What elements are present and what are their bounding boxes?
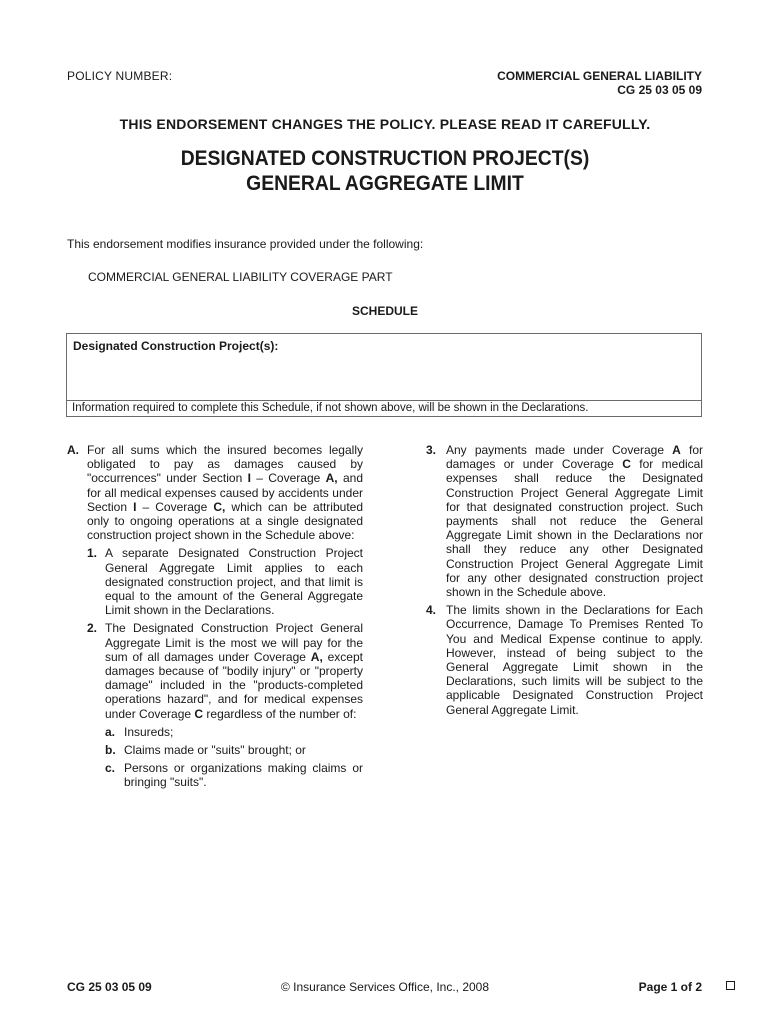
paragraph-a2a-text: Insureds;: [124, 724, 174, 739]
paragraph-a3-label: 3.: [426, 443, 437, 457]
paragraph-a1: [67, 546, 363, 617]
form-header: [497, 69, 702, 97]
paragraph-a1-label: 1.: [87, 546, 98, 561]
policy-number-label: POLICY NUMBER:: [67, 69, 173, 83]
paragraph-a2-text: The Designated Construction Project General Aggregate Limit is the most we will pay for the sum of all damages under Coverage A, except damages because of "bodily injury" or "property damage" included in the "products-completed operations hazard", and for medical expenses under Coverage C regardless of the number of:: [105, 621, 363, 721]
paragraph-a2a: [67, 725, 363, 739]
form-number: CG 25 03 05 09: [617, 83, 702, 97]
schedule-heading: SCHEDULE: [351, 304, 418, 318]
paragraph-a1-text: A separate Designated Construction Project General Aggregate Limit applies to each designated construction project, and that limit is equal to the amount of the General Aggregate Limit shown in the Declarations.: [105, 546, 363, 618]
paragraph-a2: [67, 621, 363, 720]
paragraph-a-label: A.: [67, 443, 79, 457]
paragraph-a-text: For all sums which the insured becomes legally obligated to pay as damages caused by "occurrences" under Section I – Coverage A, and for all medical expenses caused by accidents under Section I – Coverage C, which can be attributed only to ongoing operations at a single designated construction project shown in the Schedule above:: [87, 443, 364, 543]
schedule-field-label: Designated Construction Project(s):: [73, 339, 279, 353]
title-line-1: DESIGNATED CONSTRUCTION PROJECT(S): [180, 147, 590, 170]
paragraph-a2b: [67, 743, 363, 757]
schedule-note: Information required to complete this Schedule, if not shown above, will be shown in the Declarations.: [67, 400, 701, 416]
modifies-text: This endorsement modifies insurance provided under the following:: [67, 237, 424, 251]
paragraph-a4: [426, 603, 703, 717]
coverage-part: COMMERCIAL GENERAL LIABILITY COVERAGE PART: [88, 270, 393, 284]
page-title: [31, 146, 739, 196]
left-column: [67, 443, 363, 794]
footer-copyright: © Insurance Services Office, Inc., 2008: [280, 980, 490, 994]
paragraph-a4-label: 4.: [426, 603, 437, 618]
paragraph-a2c-text: Persons or organizations making claims or bringing "suits".: [124, 761, 363, 790]
paragraph-a2a-label: a.: [105, 724, 116, 739]
schedule-box: [66, 333, 702, 417]
paragraph-a3: [426, 443, 703, 599]
footer-form-number: CG 25 03 05 09: [67, 980, 152, 994]
paragraph-a: [67, 443, 363, 542]
square-icon: [726, 981, 735, 990]
paragraph-a2b-label: b.: [105, 743, 116, 758]
paragraph-a4-text: The limits shown in the Declarations for Each Occurrence, Damage To Premises Rented To You and Medical Expense continue to apply. However, instead of being subject to the General Aggregate Limit shown in the Declarations, such limits will be subject to the applicable Designated Construction Project General Aggregate Limit.: [446, 603, 703, 717]
footer-page-number: Page 1 of 2: [638, 980, 702, 994]
right-column: [426, 443, 703, 721]
paragraph-a3-text: Any payments made under Coverage A for damages or under Coverage C for medical expenses shall reduce the Designated Construction Project General Aggregate Limit for that designated construction project. Such payments shall not reduce the General Aggregate Limit shown in the Declarations nor shall they reduce any other Designated Construction Project General Aggregate Limit for any other designated construction project shown in the Schedule above.: [446, 443, 703, 600]
title-line-2: GENERAL AGGREGATE LIMIT: [246, 172, 524, 195]
paragraph-a2-label: 2.: [87, 621, 98, 636]
form-title: COMMERCIAL GENERAL LIABILITY: [497, 69, 702, 83]
paragraph-a2b-text: Claims made or "suits" brought; or: [124, 743, 306, 758]
endorsement-notice: THIS ENDORSEMENT CHANGES THE POLICY. PLEASE READ IT CAREFULLY.: [119, 116, 651, 132]
paragraph-a2c-label: c.: [105, 761, 116, 776]
paragraph-a2c: [67, 761, 363, 789]
